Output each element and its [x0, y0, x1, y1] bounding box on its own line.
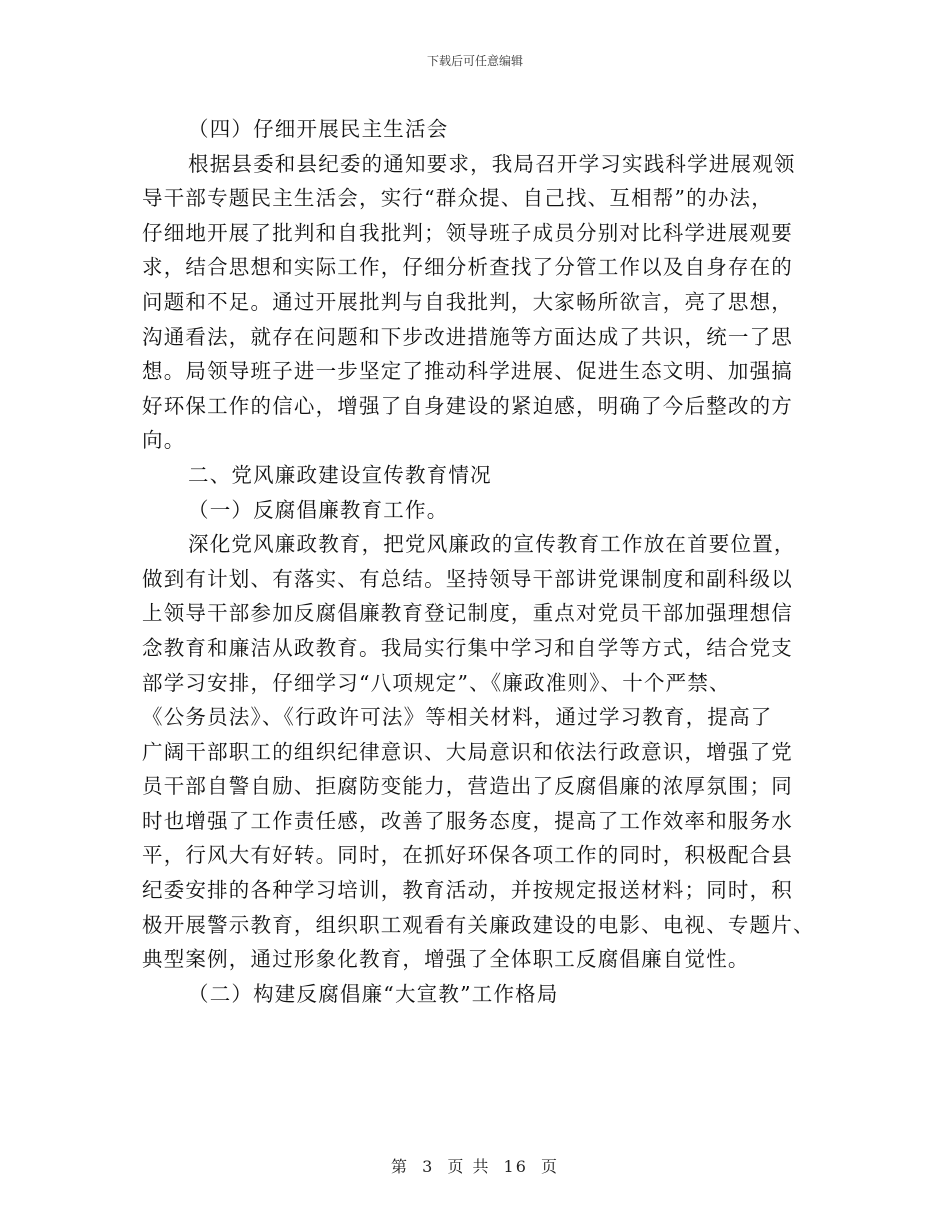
text-line: 向。 [142, 428, 186, 453]
text-line: 时也增强了工作责任感，改善了服务态度，提高了工作效率和服务水 [142, 808, 793, 833]
footer-prefix: 第 [390, 1157, 409, 1176]
page-header: 下载后可任意编辑 [426, 54, 523, 68]
text-line: 好环保工作的信心，增强了自身建设的紧迫感，明确了今后整改的方 [142, 393, 793, 418]
page-footer [0, 1154, 950, 1177]
text-line: （一）反腐倡廉教育工作。 [188, 497, 449, 522]
text-line: 念教育和廉洁从政教育。我局实行集中学习和自学等方式，结合党支 [142, 635, 793, 660]
text-line: 根据县委和县纪委的通知要求，我局召开学习实践科学进展观领 [188, 151, 796, 176]
text-line: 导干部专题民主生活会，实行“群众提、自己找、互相帮”的办法， [142, 186, 773, 211]
text-line: 平，行风大有好转。同时，在抓好环保各项工作的同时，积极配合县 [142, 843, 793, 868]
document-body [142, 112, 815, 1011]
text-line: 沟通看法，就存在问题和下步改进措施等方面达成了共识，统一了思 [142, 324, 793, 349]
text-line: 求，结合思想和实际工作，仔细分析查找了分管工作以及自身存在的 [142, 255, 793, 280]
text-line: 上领导干部参加反腐倡廉教育登记制度，重点对党员干部加强理想信 [142, 601, 793, 626]
text-line: 做到有计划、有落实、有总结。坚持领导干部讲党课制度和副科级以 [142, 566, 793, 591]
text-line: 极开展警示教育，组织职工观看有关廉政建设的电影、电视、专题片、 [142, 912, 815, 937]
total-pages: 16 [503, 1157, 528, 1176]
footer-middle: 页 共 [447, 1157, 491, 1176]
text-line: 想。局领导班子进一步坚定了推动科学进展、促进生态文明、加强搞 [142, 359, 793, 384]
text-line: 深化党风廉政教育，把党风廉政的宣传教育工作放在首要位置， [188, 532, 796, 557]
text-line: （二）构建反腐倡廉“大宣教”工作格局 [188, 981, 559, 1006]
page-number: 3 [422, 1157, 435, 1176]
text-line: 仔细地开展了批判和自我批判；领导班子成员分别对比科学进展观要 [142, 220, 793, 245]
text-line: 广阔干部职工的组织纪律意识、大局意识和依法行政意识，增强了党 [142, 739, 793, 764]
text-line: 纪委安排的各种学习培训，教育活动，并按规定报送材料；同时，积 [142, 878, 793, 903]
text-line: 问题和不足。通过开展批判与自我批判，大家畅所欲言，亮了思想， [142, 289, 793, 314]
text-line: 二、党风廉政建设宣传教育情况 [188, 462, 492, 487]
text-line: 《公务员法》、《行政许可法》等相关材料，通过学习教育，提高了 [142, 705, 773, 730]
text-line: 员干部自警自励、拒腐防变能力，营造出了反腐倡廉的浓厚氛围；同 [142, 774, 793, 799]
text-line: 典型案例，通过形象化教育，增强了全体职工反腐倡廉自觉性。 [142, 947, 750, 972]
text-line: 部学习安排，仔细学习“八项规定”、《廉政准则》、十个严禁、 [142, 670, 731, 695]
footer-suffix: 页 [541, 1157, 560, 1176]
text-line: （四）仔细开展民主生活会 [188, 117, 449, 141]
